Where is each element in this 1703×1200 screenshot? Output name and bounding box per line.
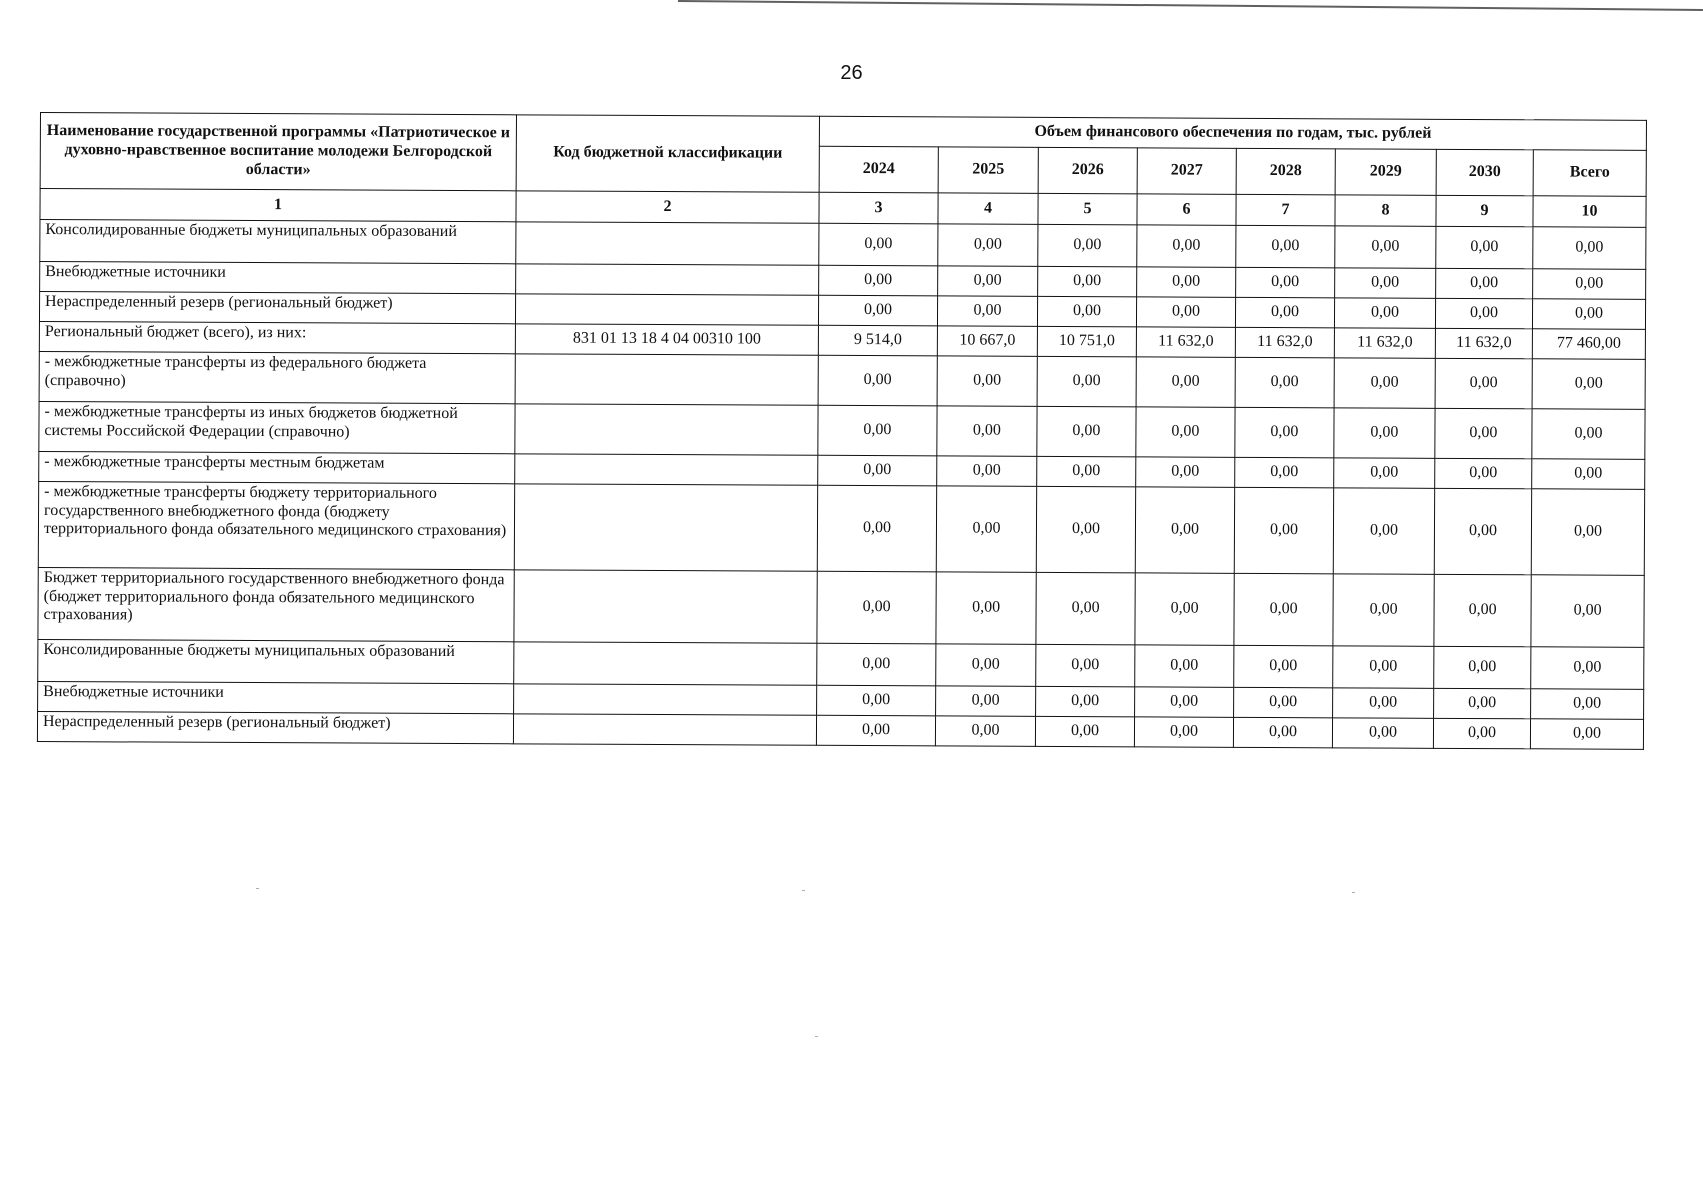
- total-cell: 0,00: [1532, 359, 1645, 410]
- total-cell: 0,00: [1531, 689, 1644, 720]
- value-cell: 0,00: [1037, 356, 1136, 406]
- value-cell: 0,00: [1333, 574, 1434, 646]
- total-cell: 0,00: [1531, 647, 1644, 690]
- table-row: [38, 567, 1644, 647]
- row-code: [515, 404, 818, 455]
- value-cell: 0,00: [1333, 488, 1434, 574]
- row-name: Консолидированные бюджеты муниципальных образований: [38, 639, 514, 683]
- column-number: 8: [1335, 195, 1436, 226]
- year-header: 2028: [1236, 148, 1335, 194]
- value-cell: 0,00: [1233, 717, 1332, 747]
- value-cell: 0,00: [1036, 644, 1135, 686]
- row-code: [515, 294, 818, 325]
- value-cell: 0,00: [1334, 408, 1435, 458]
- value-cell: 0,00: [1136, 297, 1235, 327]
- value-cell: 0,00: [1235, 457, 1334, 487]
- total-cell: 77 460,00: [1532, 329, 1645, 360]
- scan-edge-line: [678, 0, 1703, 11]
- value-cell: 0,00: [936, 644, 1036, 686]
- row-code: [516, 264, 819, 295]
- value-cell: 0,00: [1137, 225, 1236, 267]
- row-name: Внебюджетные источники: [38, 681, 514, 713]
- value-cell: 0,00: [1035, 716, 1134, 746]
- value-cell: 0,00: [1234, 645, 1333, 687]
- value-cell: 0,00: [935, 716, 1035, 746]
- value-cell: 0,00: [1234, 487, 1333, 573]
- value-cell: 0,00: [1135, 573, 1234, 645]
- financing-table-container: [37, 112, 1646, 750]
- value-cell: 0,00: [818, 355, 937, 406]
- value-cell: 0,00: [1036, 572, 1135, 644]
- total-cell: 0,00: [1532, 299, 1645, 330]
- value-cell: 0,00: [936, 572, 1036, 644]
- total-cell: 0,00: [1533, 269, 1646, 300]
- total-cell: 0,00: [1533, 227, 1646, 270]
- value-cell: 0,00: [1333, 688, 1434, 718]
- page-number: 26: [840, 62, 863, 84]
- value-cell: 0,00: [937, 296, 1037, 326]
- value-cell: 0,00: [1333, 646, 1434, 688]
- row-code: [515, 354, 818, 405]
- table-row: [37, 711, 1643, 749]
- value-cell: 0,00: [1334, 298, 1435, 328]
- value-cell: 0,00: [1434, 688, 1531, 718]
- column-number: 2: [516, 191, 819, 223]
- column-number: 1: [40, 189, 516, 222]
- value-cell: 11 632,0: [1435, 328, 1532, 358]
- value-cell: 0,00: [1037, 406, 1136, 456]
- value-cell: 0,00: [818, 295, 937, 326]
- column-number: 6: [1137, 194, 1236, 225]
- value-cell: 0,00: [1135, 687, 1234, 717]
- value-cell: 0,00: [1037, 456, 1136, 486]
- value-cell: 9 514,0: [818, 325, 937, 356]
- value-cell: 0,00: [936, 686, 1036, 716]
- row-code: [516, 222, 819, 265]
- row-name: Внебюджетные источники: [40, 262, 516, 294]
- row-name: - межбюджетные трансферты местным бюджетам: [39, 451, 515, 483]
- value-cell: 0,00: [818, 405, 937, 456]
- value-cell: 0,00: [1036, 686, 1135, 716]
- scan-speck: [1352, 892, 1355, 893]
- value-cell: 0,00: [1435, 298, 1532, 328]
- value-cell: 0,00: [1435, 358, 1532, 408]
- year-header: 2026: [1038, 147, 1137, 193]
- value-cell: 0,00: [1434, 574, 1531, 646]
- total-cell: 0,00: [1530, 719, 1643, 750]
- row-code: [513, 714, 816, 745]
- value-cell: 0,00: [1436, 226, 1533, 268]
- total-cell: 0,00: [1531, 575, 1644, 648]
- value-cell: 0,00: [1236, 267, 1335, 297]
- value-cell: 0,00: [1038, 224, 1137, 266]
- column-number: 10: [1533, 196, 1646, 228]
- code-header: Код бюджетной классификации: [516, 115, 819, 192]
- row-name: Бюджет территориального государственного внебюджетного фонда (бюджет территориального фонда обязательного медицинского страхования): [38, 567, 514, 641]
- total-cell: 0,00: [1531, 489, 1645, 576]
- value-cell: 0,00: [1434, 646, 1531, 688]
- total-header: Всего: [1533, 150, 1646, 197]
- value-cell: 0,00: [1235, 297, 1334, 327]
- scan-speck: [256, 888, 259, 889]
- table-row: [39, 351, 1645, 409]
- scan-speck: [802, 890, 805, 891]
- row-name: - межбюджетные трансферты из федерального бюджета (справочно): [39, 351, 515, 403]
- value-cell: 0,00: [1235, 357, 1334, 407]
- column-number: 9: [1436, 195, 1533, 226]
- year-header: 2029: [1335, 149, 1436, 195]
- value-cell: 0,00: [1135, 487, 1234, 573]
- row-code: [514, 484, 817, 571]
- value-cell: 0,00: [936, 486, 1036, 572]
- value-cell: 0,00: [1335, 226, 1436, 268]
- value-cell: 0,00: [1134, 717, 1233, 747]
- value-cell: 0,00: [937, 356, 1037, 406]
- value-cell: 0,00: [1332, 718, 1433, 748]
- table-row: [38, 481, 1645, 575]
- value-cell: 0,00: [817, 685, 936, 716]
- column-number: 4: [938, 193, 1038, 224]
- value-cell: 0,00: [937, 456, 1037, 486]
- value-cell: 0,00: [819, 265, 938, 296]
- year-header: 2024: [819, 146, 938, 193]
- value-cell: 0,00: [1435, 408, 1532, 458]
- value-cell: 0,00: [1137, 267, 1236, 297]
- row-name: Нераспределенный резерв (региональный бюджет): [37, 711, 513, 743]
- year-header: 2030: [1436, 149, 1533, 195]
- value-cell: 0,00: [1135, 645, 1234, 687]
- value-cell: 0,00: [1334, 358, 1435, 408]
- total-cell: 0,00: [1532, 459, 1645, 490]
- value-cell: 0,00: [817, 485, 936, 572]
- column-number: 3: [819, 192, 938, 224]
- volume-header: Объем финансового обеспечения по годам, тыс. рублей: [819, 116, 1646, 150]
- scan-speck: [815, 1036, 818, 1037]
- value-cell: 0,00: [938, 266, 1038, 296]
- value-cell: 0,00: [818, 455, 937, 486]
- table-row: [39, 401, 1645, 459]
- value-cell: 10 667,0: [937, 326, 1037, 356]
- row-name: - межбюджетные трансферты бюджету территориального государственного внебюджетного фонда (бюджету территориального фонда обязательного медицинского страхования): [38, 481, 514, 569]
- value-cell: 0,00: [1136, 407, 1235, 457]
- value-cell: 0,00: [1038, 266, 1137, 296]
- value-cell: 0,00: [819, 223, 938, 266]
- value-cell: 0,00: [1433, 718, 1530, 748]
- value-cell: 10 751,0: [1037, 326, 1136, 356]
- row-code: [514, 570, 817, 643]
- value-cell: 0,00: [1235, 407, 1334, 457]
- value-cell: 0,00: [1036, 486, 1135, 572]
- value-cell: 0,00: [937, 406, 1037, 456]
- row-name: Нераспределенный резерв (региональный бюджет): [39, 292, 515, 324]
- value-cell: 0,00: [1236, 225, 1335, 267]
- value-cell: 0,00: [1136, 457, 1235, 487]
- row-name: Консолидированные бюджеты муниципальных образований: [40, 220, 516, 264]
- value-cell: 0,00: [1436, 268, 1533, 298]
- column-number: 5: [1038, 193, 1137, 224]
- value-cell: 11 632,0: [1136, 327, 1235, 357]
- value-cell: 0,00: [816, 715, 935, 746]
- year-header: 2025: [938, 147, 1038, 193]
- value-cell: 0,00: [1435, 458, 1532, 488]
- value-cell: 0,00: [1136, 357, 1235, 407]
- value-cell: 11 632,0: [1334, 328, 1435, 358]
- value-cell: 0,00: [817, 571, 936, 644]
- value-cell: 0,00: [817, 643, 936, 686]
- row-name: Региональный бюджет (всего), из них:: [39, 321, 515, 353]
- program-title-header: Наименование государственной программы «Патриотическое и духовно-нравственное воспитание молодежи Белгородской области»: [40, 113, 516, 191]
- year-header: 2027: [1137, 148, 1236, 194]
- row-name: - межбюджетные трансферты из иных бюджетов бюджетной системы Российской Федерации (справочно): [39, 401, 515, 453]
- row-code: 831 01 13 18 4 04 00310 100: [515, 324, 818, 355]
- financing-table: [37, 112, 1647, 750]
- value-cell: 0,00: [938, 224, 1038, 266]
- value-cell: 11 632,0: [1235, 327, 1334, 357]
- row-code: [515, 454, 818, 485]
- value-cell: 0,00: [1234, 573, 1333, 645]
- column-number: 7: [1236, 194, 1335, 225]
- value-cell: 0,00: [1334, 458, 1435, 488]
- value-cell: 0,00: [1037, 296, 1136, 326]
- row-code: [514, 642, 817, 685]
- value-cell: 0,00: [1335, 268, 1436, 298]
- value-cell: 0,00: [1434, 488, 1531, 574]
- total-cell: 0,00: [1532, 409, 1645, 460]
- value-cell: 0,00: [1234, 687, 1333, 717]
- row-code: [514, 684, 817, 715]
